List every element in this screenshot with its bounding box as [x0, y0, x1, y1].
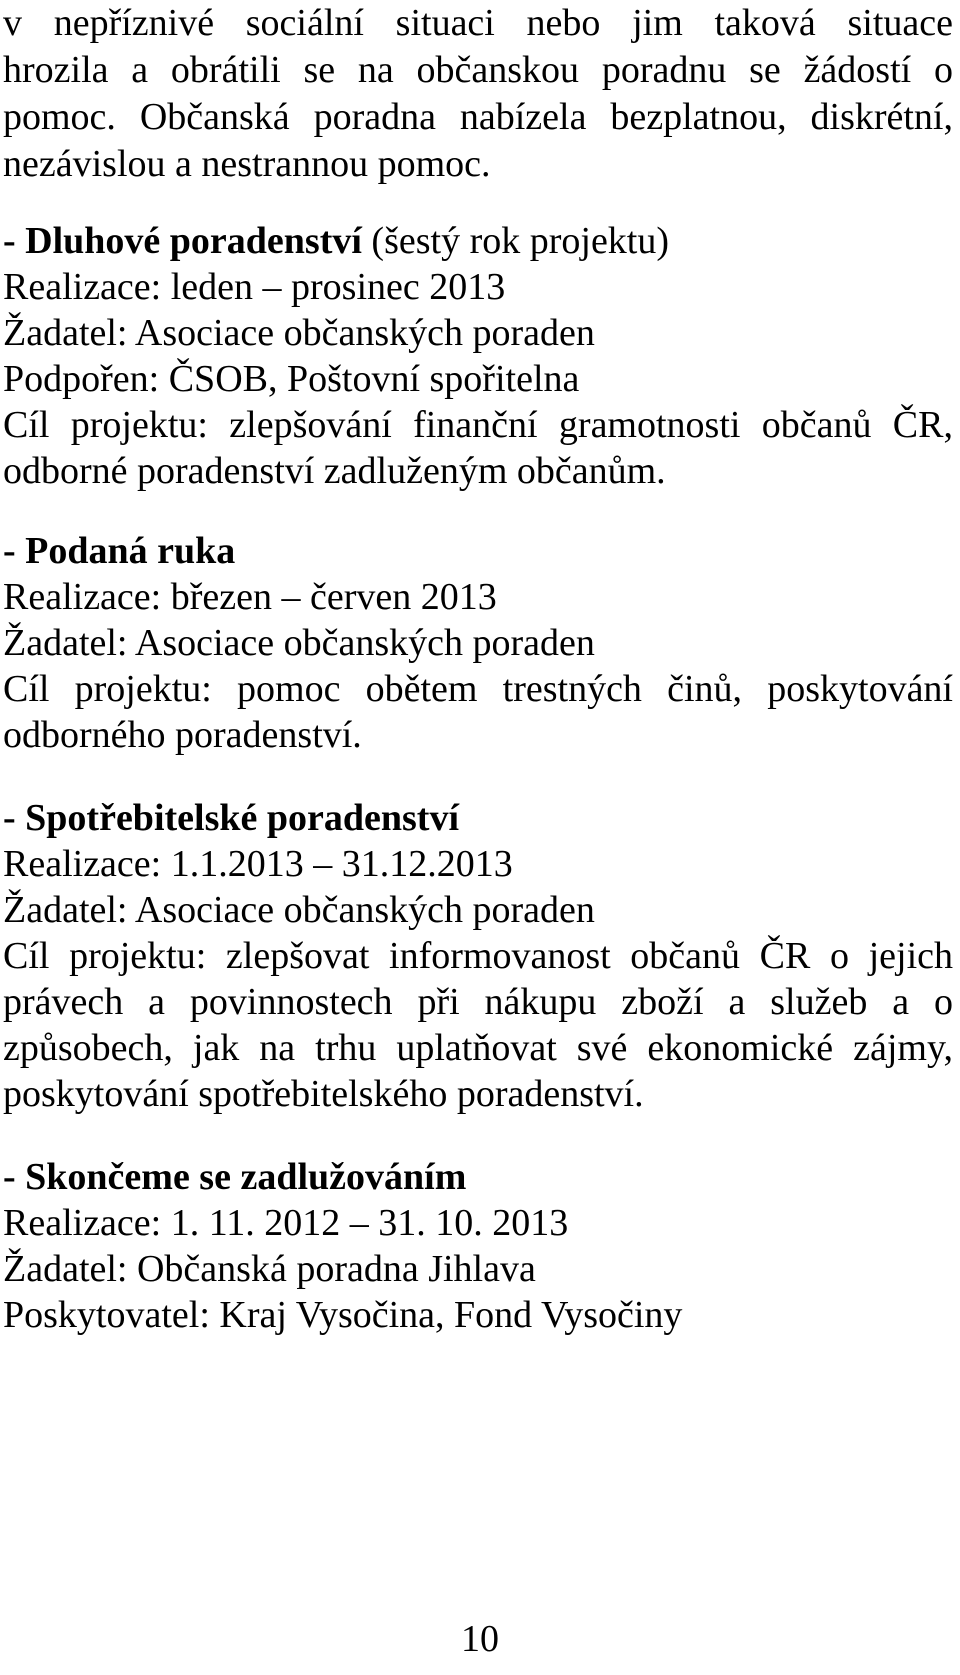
project-heading: [3, 528, 235, 574]
project-line: způsobech, jak na trhu uplatňovat své ekonomické zájmy,: [3, 1027, 953, 1069]
project-title: - Skončeme se zadlužováním: [3, 1156, 467, 1198]
project-line: Realizace: leden – prosinec 2013: [3, 266, 506, 308]
project-line: Žadatel: Asociace občanských poraden: [3, 622, 595, 664]
project-title: - Spotřebitelské poradenství: [3, 797, 459, 839]
project-line: Poskytovatel: Kraj Vysočina, Fond Vysočiny: [3, 1294, 683, 1336]
project-line: Žadatel: Občanská poradna Jihlava: [3, 1248, 536, 1290]
project-line: Cíl projektu: zlepšování finanční gramotnosti občanů ČR,: [3, 404, 953, 446]
project-title: - Podaná ruka: [3, 530, 236, 572]
project-line: Realizace: 1. 11. 2012 – 31. 10. 2013: [3, 1202, 569, 1244]
project-line: Žadatel: Asociace občanských poraden: [3, 889, 595, 931]
intro-line: v nepříznivé sociální situaci nebo jim taková situace: [3, 2, 953, 44]
project-line: odborného poradenství.: [3, 714, 362, 756]
project-title-suffix: (šestý rok projektu): [361, 220, 670, 262]
project-line: odborné poradenství zadluženým občanům.: [3, 450, 666, 492]
project-line: Realizace: 1.1.2013 – 31.12.2013: [3, 843, 513, 885]
project-heading: [3, 795, 459, 841]
project-heading: [3, 218, 669, 264]
project-line: Cíl projektu: zlepšovat informovanost občanů ČR o jejich: [3, 935, 953, 977]
project-line: právech a povinnostech při nákupu zboží a služeb a o: [3, 981, 953, 1023]
project-line: Cíl projektu: pomoc obětem trestných činů, poskytování: [3, 668, 953, 710]
project-title: - Dluhové poradenství: [3, 220, 362, 262]
intro-line: hrozila a obrátili se na občanskou poradnu se žádostí o: [3, 49, 953, 91]
project-line: poskytování spotřebitelského poradenství.: [3, 1073, 644, 1115]
project-line: Podpořen: ČSOB, Poštovní spořitelna: [3, 358, 580, 400]
project-heading: [3, 1154, 466, 1200]
page-number: 10: [461, 1618, 499, 1660]
project-line: Realizace: březen – červen 2013: [3, 576, 497, 618]
project-line: Žadatel: Asociace občanských poraden: [3, 312, 595, 354]
intro-line: nezávislou a nestrannou pomoc.: [3, 143, 491, 185]
intro-line: pomoc. Občanská poradna nabízela bezplatnou, diskrétní,: [3, 96, 953, 138]
